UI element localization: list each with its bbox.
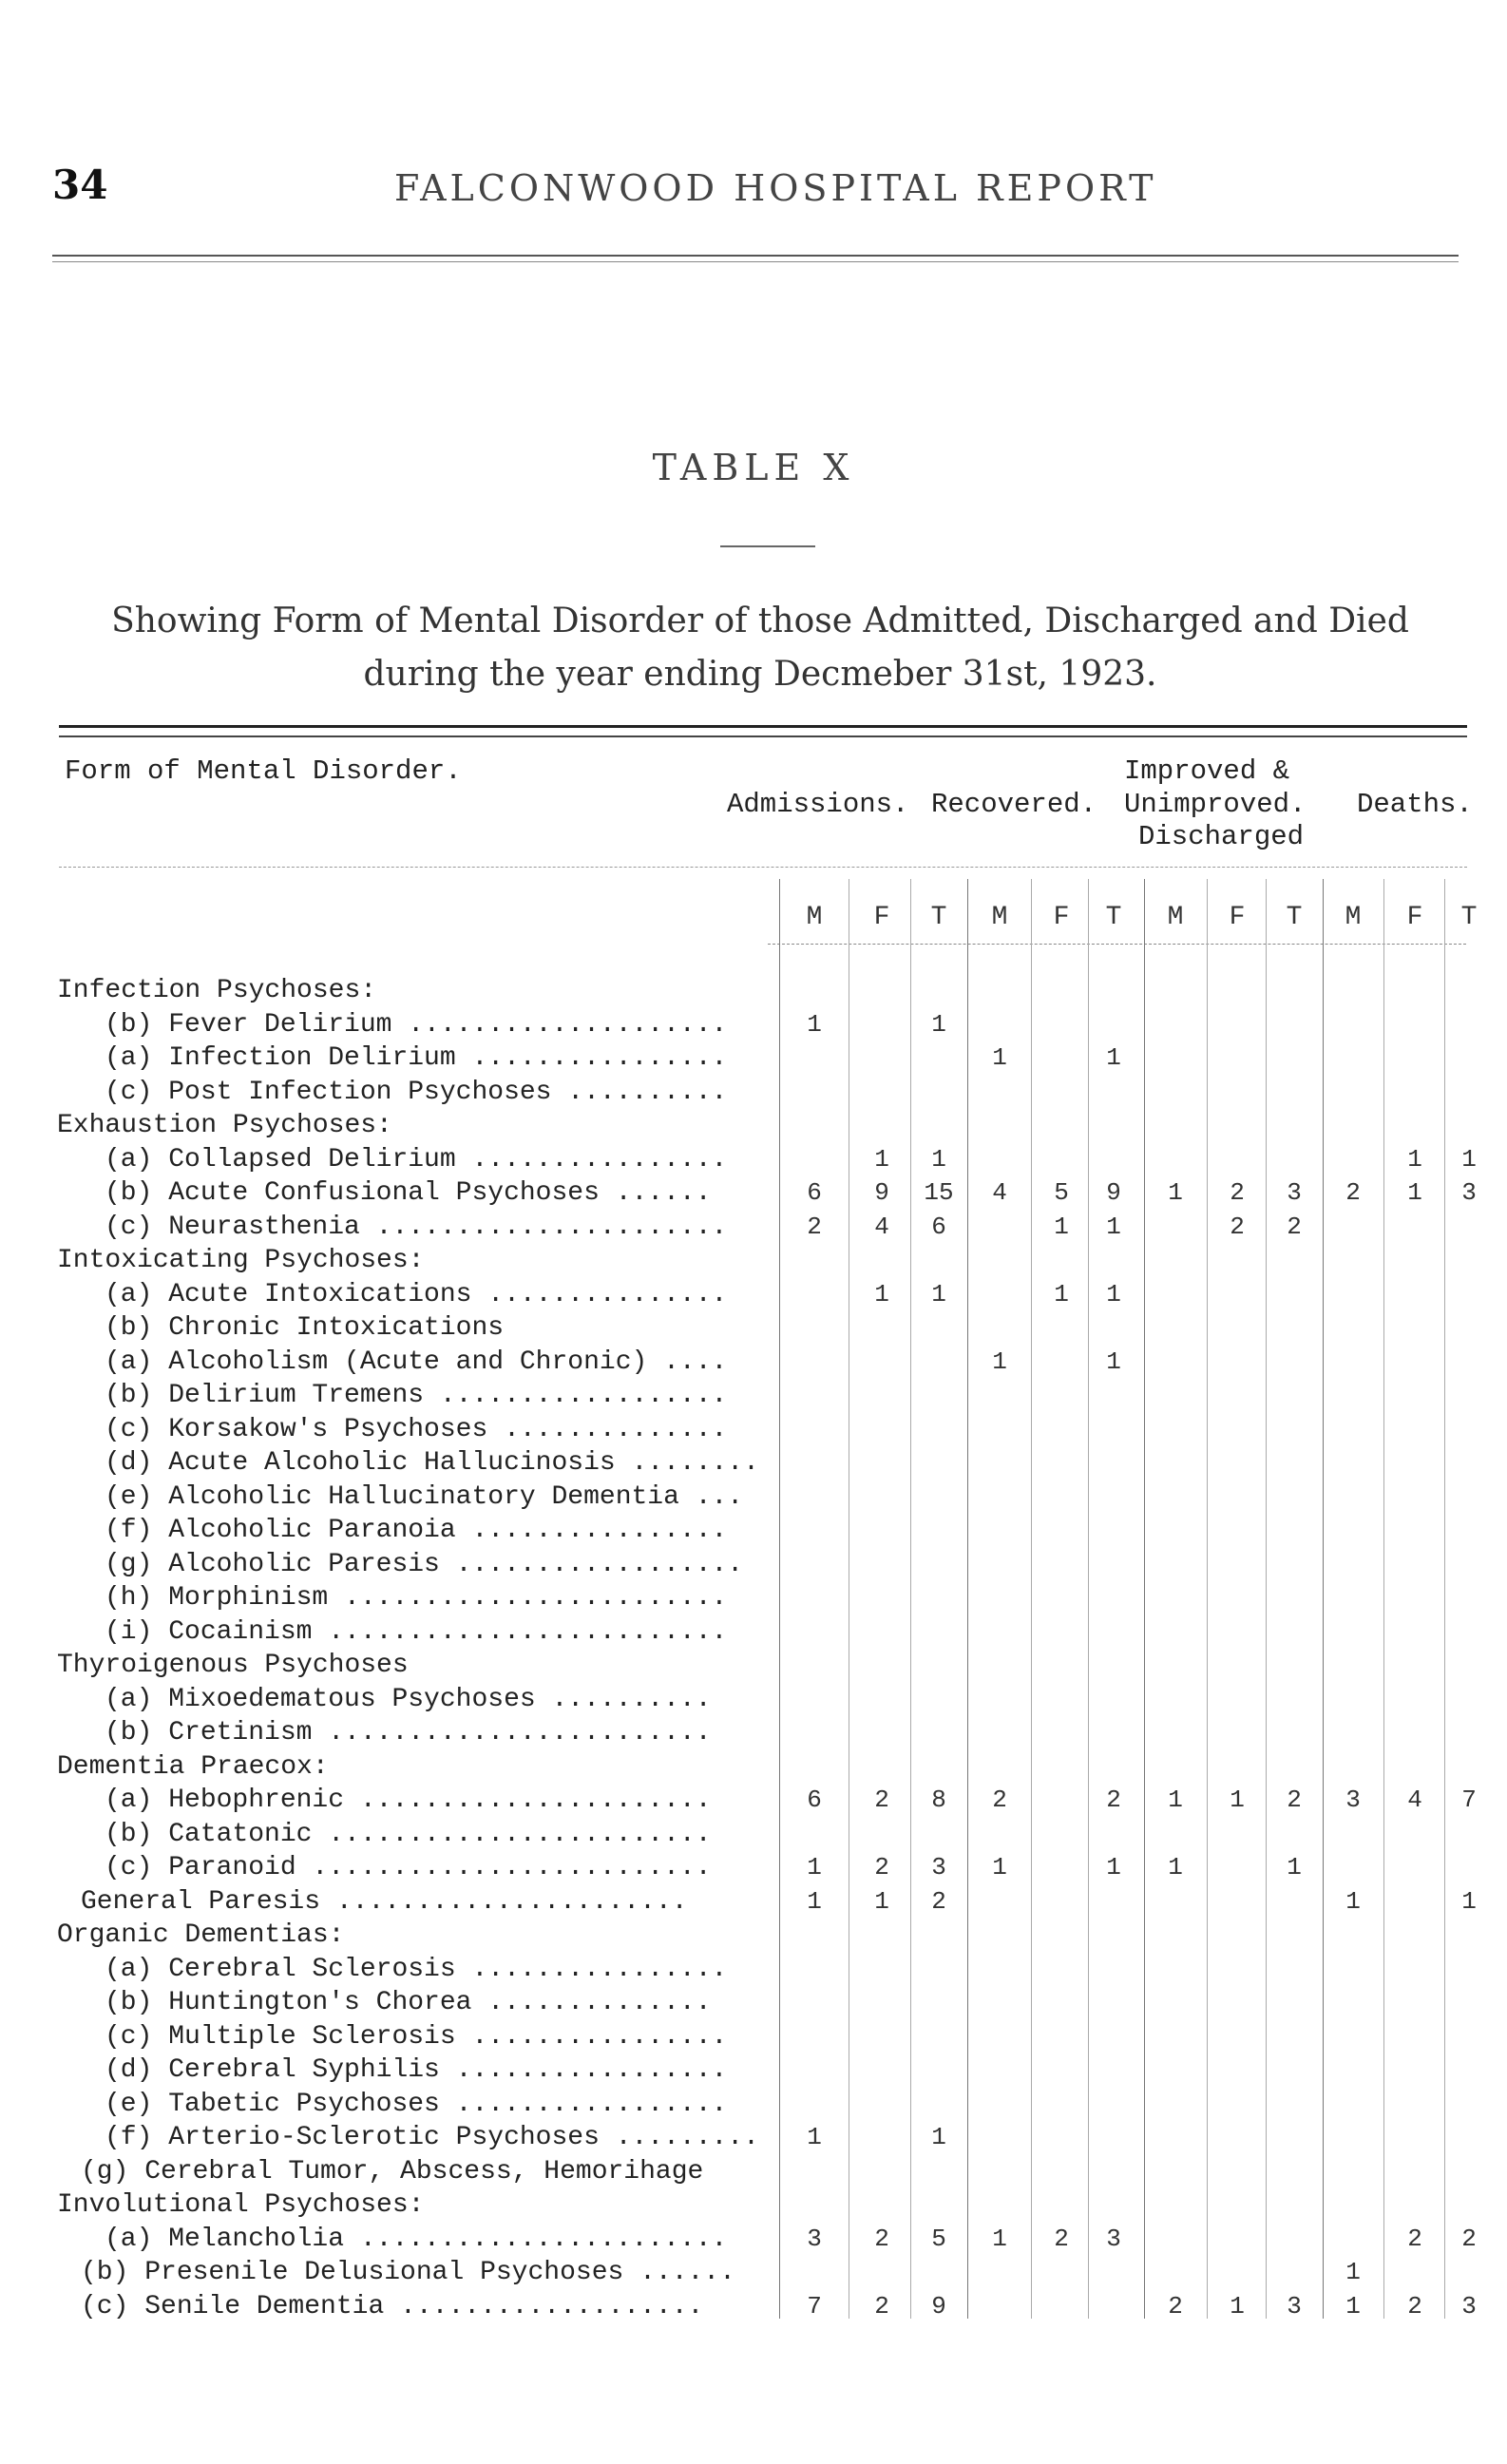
table-row (0, 1986, 1507, 2019)
table-row (0, 1885, 1507, 1919)
column-header-improved-line3: Discharged (1138, 821, 1305, 852)
disorder-label: (d) Acute Alcoholic Hallucinosis ........ (105, 1448, 759, 1478)
table-row (0, 1683, 1507, 1716)
disorder-label: (e) Alcoholic Hallucinatory Dementia ... (105, 1481, 744, 1512)
cell-admissions-f: 1 (874, 1279, 889, 1308)
sub-header-deaths-t: T (1460, 903, 1478, 932)
cell-admissions-t: 5 (931, 2224, 946, 2253)
cell-deaths-m: 1 (1345, 2291, 1361, 2321)
cell-recovered-f: 5 (1054, 1178, 1069, 1207)
table-row (0, 1311, 1507, 1345)
cell-deaths-f: 1 (1407, 1178, 1422, 1207)
table-row (0, 1818, 1507, 1851)
cell-deaths-f: 1 (1407, 1144, 1422, 1174)
cell-deaths-m: 2 (1345, 1178, 1361, 1207)
disorder-label: (b) Delirium Tremens .................. (105, 1381, 728, 1410)
table-row (0, 1514, 1507, 1547)
cell-admissions-f: 2 (874, 1853, 889, 1881)
sub-header-deaths-f: F (1406, 903, 1423, 932)
category-heading: Infection Psychoses: (57, 976, 377, 1005)
table-row (0, 1109, 1507, 1142)
page-header (52, 162, 1459, 219)
table-row (0, 2223, 1507, 2256)
sub-header-improved-t: T (1286, 903, 1303, 932)
table-row (0, 1076, 1507, 1109)
running-title: FALCONWOOD HOSPITAL REPORT (394, 167, 1157, 209)
disorder-label: (h) Morphinism ........................ (105, 1583, 728, 1613)
cell-recovered-t: 1 (1106, 1212, 1121, 1241)
cell-improved-m: 2 (1168, 2291, 1183, 2321)
cell-recovered-m: 4 (992, 1178, 1007, 1207)
cell-recovered-m: 1 (992, 1853, 1007, 1881)
cell-admissions-m: 3 (807, 2224, 822, 2253)
cell-admissions-t: 3 (931, 1853, 946, 1881)
cell-deaths-m: 3 (1345, 1786, 1361, 1814)
disorder-label: (a) Infection Delirium ................ (105, 1043, 728, 1073)
cell-improved-f: 1 (1230, 1786, 1245, 1814)
cell-deaths-f: 2 (1407, 2224, 1422, 2253)
cell-improved-m: 1 (1168, 1786, 1183, 1814)
table-row (0, 2290, 1507, 2323)
cell-deaths-t: 3 (1461, 2291, 1477, 2321)
cell-admissions-t: 1 (931, 2123, 946, 2151)
cell-improved-f: 1 (1230, 2291, 1245, 2321)
table-top-rule (59, 725, 1467, 737)
cell-admissions-t: 1 (931, 1279, 946, 1308)
column-header-deaths: Deaths. (1357, 789, 1473, 820)
cell-deaths-t: 3 (1461, 1178, 1477, 1207)
cell-improved-t: 2 (1287, 1212, 1302, 1241)
cell-admissions-m: 1 (807, 1853, 822, 1881)
cell-admissions-f: 2 (874, 2291, 889, 2321)
table-caption: Showing Form of Mental Disorder of those Admitted, Discharged and Died during the year ending Decmeber 31st, 1923. (111, 602, 1409, 694)
cell-improved-m: 1 (1168, 1853, 1183, 1881)
table-row (0, 1008, 1507, 1041)
table-row (0, 1379, 1507, 1412)
table-row (0, 1615, 1507, 1649)
disorder-label: (g) Cerebral Tumor, Abscess, Hemorihage (81, 2156, 704, 2187)
cell-improved-t: 1 (1287, 1853, 1302, 1881)
cell-recovered-t: 9 (1106, 1178, 1121, 1207)
category-heading: Involutional Psychoses: (57, 2190, 425, 2220)
disorder-label: (a) Hebophrenic ...................... (105, 1786, 712, 1815)
disorder-label: (a) Collapsed Delirium ................ (105, 1144, 728, 1175)
sub-header-admissions-t: T (930, 903, 947, 932)
cell-deaths-m: 1 (1345, 2258, 1361, 2286)
table-row (0, 1211, 1507, 1244)
table-row (0, 2121, 1507, 2154)
category-heading: Thyroigenous Psychoses (57, 1651, 409, 1680)
cell-recovered-t: 2 (1106, 1786, 1121, 1814)
cell-admissions-t: 1 (931, 1009, 946, 1039)
cell-admissions-m: 2 (807, 1212, 822, 1241)
column-header-form: Form of Mental Disorder. (65, 755, 462, 787)
cell-recovered-f: 1 (1054, 1212, 1069, 1241)
table-row (0, 1278, 1507, 1311)
disorder-label: (b) Cretinism ........................ (105, 1718, 712, 1748)
sub-header-recovered-t: T (1105, 903, 1122, 932)
disorder-label: (b) Huntington's Chorea .............. (105, 1988, 712, 2017)
cell-admissions-m: 1 (807, 1886, 822, 1916)
cell-admissions-f: 9 (874, 1178, 889, 1207)
table-row (0, 1176, 1507, 1210)
page-number: 34 (52, 162, 108, 208)
disorder-label: (b) Presenile Delusional Psychoses ...... (81, 2258, 735, 2287)
cell-deaths-t: 7 (1461, 1786, 1477, 1814)
cell-admissions-m: 1 (807, 2123, 822, 2151)
cell-improved-t: 2 (1287, 1786, 1302, 1814)
cell-improved-t: 3 (1287, 1178, 1302, 1207)
cell-recovered-t: 3 (1106, 2224, 1121, 2253)
table-row (0, 2053, 1507, 2087)
column-header-admissions: Admissions. (727, 789, 909, 820)
table-row (0, 2020, 1507, 2053)
cell-deaths-f: 2 (1407, 2291, 1422, 2321)
cell-admissions-f: 4 (874, 1212, 889, 1241)
table-row (0, 1480, 1507, 1514)
header-rule (52, 255, 1459, 262)
title-divider (720, 545, 815, 547)
cell-admissions-m: 6 (807, 1178, 822, 1207)
disorder-label: (b) Catatonic ........................ (105, 1819, 712, 1849)
table-row (0, 1041, 1507, 1075)
cell-admissions-m: 6 (807, 1786, 822, 1814)
table-row (0, 1581, 1507, 1614)
sub-header-divider (768, 944, 1466, 945)
table-row (0, 1649, 1507, 1682)
cell-admissions-t: 8 (931, 1786, 946, 1814)
category-heading: Dementia Praecox: (57, 1751, 329, 1782)
disorder-label: (a) Mixoedematous Psychoses .......... (105, 1684, 712, 1714)
disorder-label: (c) Senile Dementia ................... (81, 2291, 704, 2321)
cell-recovered-m: 1 (992, 2224, 1007, 2253)
cell-deaths-t: 1 (1461, 1144, 1477, 1174)
table-title: TABLE X (652, 447, 855, 488)
sub-header-recovered-f: F (1053, 903, 1070, 932)
disorder-label: (a) Melancholia ....................... (105, 2224, 728, 2254)
disorder-label: (i) Cocainism ......................... (105, 1616, 728, 1647)
category-heading: Intoxicating Psychoses: (57, 1246, 425, 1275)
table-row (0, 1446, 1507, 1480)
cell-admissions-f: 2 (874, 1786, 889, 1814)
table-row (0, 974, 1507, 1007)
table-row (0, 1919, 1507, 1952)
cell-admissions-t: 15 (924, 1178, 954, 1207)
cell-admissions-f: 1 (874, 1886, 889, 1916)
cell-admissions-f: 1 (874, 1144, 889, 1174)
disorder-label: (f) Alcoholic Paranoia ................ (105, 1516, 728, 1545)
table-row (0, 2256, 1507, 2289)
disorder-label: (f) Arterio-Sclerotic Psychoses ......... (105, 2123, 759, 2152)
table-row (0, 1851, 1507, 1884)
sub-header-improved-f: F (1229, 903, 1246, 932)
cell-recovered-t: 1 (1106, 1347, 1121, 1376)
table-row (0, 1346, 1507, 1379)
table-row (0, 1244, 1507, 1277)
disorder-label: General Paresis ...................... (81, 1886, 688, 1917)
cell-recovered-f: 1 (1054, 1279, 1069, 1308)
table-row (0, 2088, 1507, 2121)
disorder-label: (e) Tabetic Psychoses ................. (105, 2089, 728, 2119)
disorder-label: (g) Alcoholic Paresis .................. (105, 1549, 744, 1579)
sub-header-recovered-m: M (991, 903, 1008, 932)
cell-recovered-f: 2 (1054, 2224, 1069, 2253)
disorder-label: (c) Paranoid ......................... (105, 1853, 712, 1882)
disorder-label: (c) Post Infection Psychoses .......... (105, 1077, 728, 1107)
cell-improved-f: 2 (1230, 1212, 1245, 1241)
cell-recovered-t: 1 (1106, 1279, 1121, 1308)
sub-header-admissions-m: M (806, 903, 823, 932)
table-row (0, 1953, 1507, 1986)
disorder-label: (a) Alcoholism (Acute and Chronic) .... (105, 1347, 728, 1377)
table-row (0, 1716, 1507, 1749)
header-divider (59, 867, 1467, 868)
cell-admissions-t: 9 (931, 2291, 946, 2321)
disorder-label: (a) Cerebral Sclerosis ................ (105, 1954, 728, 1984)
disorder-label: (c) Neurasthenia ...................... (105, 1212, 728, 1242)
cell-deaths-f: 4 (1407, 1786, 1422, 1814)
table-row (0, 1750, 1507, 1784)
column-header-improved-line2: Unimproved. (1124, 789, 1307, 820)
cell-deaths-t: 2 (1461, 2224, 1477, 2253)
cell-admissions-f: 2 (874, 2224, 889, 2253)
table-row (0, 1143, 1507, 1176)
cell-admissions-t: 6 (931, 1212, 946, 1241)
disorder-label: (b) Chronic Intoxications (105, 1313, 505, 1343)
cell-admissions-m: 1 (807, 1009, 822, 1039)
cell-admissions-m: 7 (807, 2291, 822, 2321)
cell-recovered-t: 1 (1106, 1853, 1121, 1881)
sub-header-admissions-f: F (873, 903, 890, 932)
cell-recovered-m: 2 (992, 1786, 1007, 1814)
cell-admissions-t: 1 (931, 1144, 946, 1174)
column-header-recovered: Recovered. (931, 789, 1097, 820)
cell-improved-f: 2 (1230, 1178, 1245, 1207)
cell-admissions-t: 2 (931, 1886, 946, 1916)
disorder-label: (b) Acute Confusional Psychoses ...... (105, 1178, 712, 1208)
cell-improved-m: 1 (1168, 1178, 1183, 1207)
cell-improved-t: 3 (1287, 2291, 1302, 2321)
table-row (0, 2188, 1507, 2222)
table-row (0, 1413, 1507, 1446)
disorder-label: (b) Fever Delirium .................... (105, 1009, 728, 1040)
column-header-improved-line1: Improved & (1124, 755, 1290, 787)
table-row (0, 1548, 1507, 1581)
cell-recovered-m: 1 (992, 1347, 1007, 1376)
category-heading: Organic Dementias: (57, 1920, 345, 1950)
disorder-label: (c) Korsakow's Psychoses .............. (105, 1414, 728, 1444)
disorder-label: (d) Cerebral Syphilis ................. (105, 2055, 728, 2085)
disorder-label: (a) Acute Intoxications ............... (105, 1279, 728, 1309)
disorder-label: (c) Multiple Sclerosis ................ (105, 2021, 728, 2052)
table-row (0, 2155, 1507, 2188)
cell-deaths-t: 1 (1461, 1886, 1477, 1916)
cell-recovered-m: 1 (992, 1043, 1007, 1072)
category-heading: Exhaustion Psychoses: (57, 1111, 392, 1140)
sub-header-deaths-m: M (1345, 903, 1362, 932)
cell-deaths-m: 1 (1345, 1886, 1361, 1916)
table-row (0, 1784, 1507, 1817)
cell-recovered-t: 1 (1106, 1043, 1121, 1072)
sub-header-improved-m: M (1167, 903, 1184, 932)
